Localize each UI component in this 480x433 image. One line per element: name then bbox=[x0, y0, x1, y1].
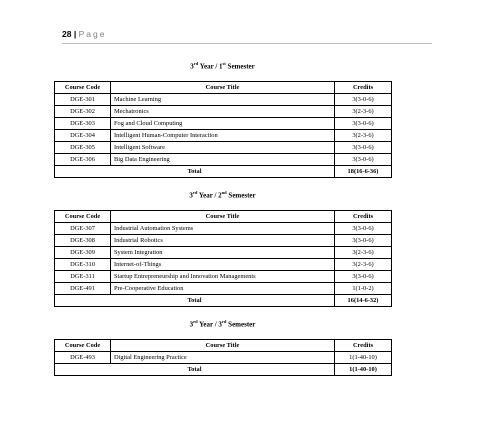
table-row bbox=[55, 235, 392, 247]
course-title: Industrial Automation Systems bbox=[111, 223, 335, 235]
col-header-title: Course Title bbox=[111, 211, 335, 223]
table-row bbox=[55, 130, 392, 142]
course-title: Fog and Cloud Computing bbox=[111, 118, 335, 130]
col-header-code: Course Code bbox=[55, 340, 111, 352]
course-title: Internet-of-Things bbox=[111, 259, 335, 271]
page-header bbox=[62, 29, 432, 44]
col-header-credits: Credits bbox=[335, 82, 392, 94]
semester-1-heading: 3rd Year / 1st Semester bbox=[190, 61, 255, 71]
course-title: Intelligent Software bbox=[111, 142, 335, 154]
course-credits: 3(3-0-6) bbox=[335, 223, 392, 235]
course-code: DGE-302 bbox=[55, 106, 111, 118]
semester-3-heading: 3rd Year / 3rd Semester bbox=[189, 319, 256, 329]
table-row bbox=[55, 223, 392, 235]
total-label: Total bbox=[55, 295, 335, 307]
course-code: DGE-306 bbox=[55, 154, 111, 166]
table-row bbox=[55, 247, 392, 259]
total-credits: 16(14-6-32) bbox=[335, 295, 392, 307]
semester-2-table bbox=[54, 210, 392, 307]
course-credits: 1(1-0-2) bbox=[335, 283, 392, 295]
total-row bbox=[55, 295, 392, 307]
page-word: Page bbox=[78, 29, 107, 39]
course-credits: 3(3-0-6) bbox=[335, 271, 392, 283]
total-credits: 1(1-40-10) bbox=[335, 364, 392, 376]
course-title: Intelligent Human-Computer Interaction bbox=[111, 130, 335, 142]
table-header-row bbox=[55, 340, 392, 352]
col-header-code: Course Code bbox=[55, 211, 111, 223]
course-title: Industrial Robotics bbox=[111, 235, 335, 247]
col-header-title: Course Title bbox=[111, 340, 335, 352]
course-credits: 3(3-0-6) bbox=[335, 142, 392, 154]
course-title: Pre-Cooperative Education bbox=[111, 283, 335, 295]
course-credits: 3(2-3-6) bbox=[335, 247, 392, 259]
course-title: Startup Entrepreneurship and Innovation Managements bbox=[111, 271, 335, 283]
table-row bbox=[55, 142, 392, 154]
course-credits: 3(3-0-6) bbox=[335, 154, 392, 166]
table-row bbox=[55, 94, 392, 106]
course-code: DGE-310 bbox=[55, 259, 111, 271]
semester-2-heading: 3rd Year / 2nd Semester bbox=[189, 190, 256, 200]
course-title: Big Data Engineering bbox=[111, 154, 335, 166]
course-credits: 3(2-3-6) bbox=[335, 130, 392, 142]
page-number: 28 bbox=[62, 29, 72, 39]
table-row bbox=[55, 118, 392, 130]
course-credits: 3(3-0-6) bbox=[335, 94, 392, 106]
table-header-row bbox=[55, 82, 392, 94]
col-header-code: Course Code bbox=[55, 82, 111, 94]
course-credits: 3(2-3-6) bbox=[335, 106, 392, 118]
course-code: DGE-308 bbox=[55, 235, 111, 247]
course-code: DGE-307 bbox=[55, 223, 111, 235]
course-credits: 1(1-40-10) bbox=[335, 352, 392, 364]
course-title: Digital Engineering Practice bbox=[111, 352, 335, 364]
course-code: DGE-491 bbox=[55, 283, 111, 295]
course-credits: 3(3-0-6) bbox=[335, 235, 392, 247]
course-code: DGE-493 bbox=[55, 352, 111, 364]
course-title: Mechatronics bbox=[111, 106, 335, 118]
col-header-credits: Credits bbox=[335, 211, 392, 223]
course-code: DGE-311 bbox=[55, 271, 111, 283]
total-row bbox=[55, 364, 392, 376]
total-label: Total bbox=[55, 364, 335, 376]
total-label: Total bbox=[55, 166, 335, 178]
semester-1-table bbox=[54, 81, 392, 178]
total-row bbox=[55, 166, 392, 178]
course-code: DGE-305 bbox=[55, 142, 111, 154]
course-code: DGE-301 bbox=[55, 94, 111, 106]
course-title: Machine Learning bbox=[111, 94, 335, 106]
col-header-credits: Credits bbox=[335, 340, 392, 352]
course-credits: 3(2-3-6) bbox=[335, 259, 392, 271]
page-separator: | bbox=[73, 29, 77, 39]
col-header-title: Course Title bbox=[111, 82, 335, 94]
header-rule bbox=[62, 43, 432, 44]
course-title: System Integration bbox=[111, 247, 335, 259]
semester-3-table bbox=[54, 339, 392, 376]
course-code: DGE-309 bbox=[55, 247, 111, 259]
course-code: DGE-304 bbox=[55, 130, 111, 142]
course-code: DGE-303 bbox=[55, 118, 111, 130]
table-row bbox=[55, 352, 392, 364]
table-row bbox=[55, 106, 392, 118]
table-header-row bbox=[55, 211, 392, 223]
table-row bbox=[55, 259, 392, 271]
table-row bbox=[55, 154, 392, 166]
table-row bbox=[55, 283, 392, 295]
course-credits: 3(3-0-6) bbox=[335, 118, 392, 130]
total-credits: 18(16-6-36) bbox=[335, 166, 392, 178]
table-row bbox=[55, 271, 392, 283]
